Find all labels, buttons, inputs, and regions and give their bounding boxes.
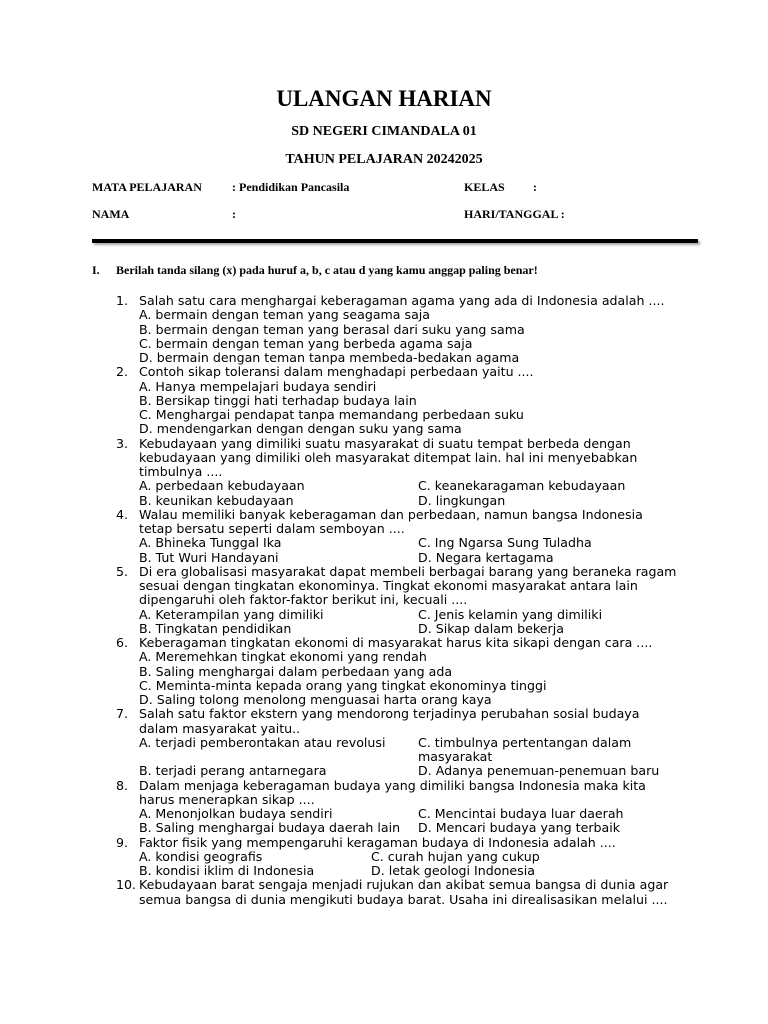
option-b: B. bermain dengan teman yang berasal dari suku yang sama: [139, 321, 525, 337]
question-number: 2.: [116, 364, 129, 380]
question-1: [0, 294, 768, 365]
option-d: D. Adanya penemuan-penemuan baru: [418, 763, 660, 779]
option-a: A. bermain dengan teman yang seagama saja: [139, 307, 431, 323]
option-b: B. keunikan kebudayaan: [139, 492, 294, 508]
question-text: Dalam menjaga keberagaman budaya yang dimiliki bangsa Indonesia maka kita harus menerapkan sikap ....: [139, 777, 646, 807]
question-text: Contoh sikap toleransi dalam menghadapi perbedaan yaitu ....: [139, 364, 534, 380]
option-d: D. Mencari budaya yang terbaik: [418, 820, 620, 836]
question-text: Kebudayaan yang dimiliki suatu masyarakat di suatu tempat berbeda dengan kebudayaan yang dimiliki oleh masyarakat ditempat lain. hal ini menyebabkan timbulnya ....: [139, 435, 638, 479]
option-d: D. mendengarkan dengan dengan suku yang sama: [139, 421, 462, 437]
subject-label: MATA PELAJARAN: [92, 180, 202, 194]
question-text: Kebudayaan barat sengaja menjadi rujukan dan akibat semua bangsa di dunia agar semua bangsa di dunia mengikuti budaya barat. Usaha ini direalisasikan melalui ....: [139, 877, 669, 907]
class-colon: :: [533, 180, 537, 194]
question-text: Di era globalisasi masyarakat dapat membeli berbagai barang yang beraneka ragam sesuai dengan tingkatan ekonominya. Tingkat ekonomi masyarakat antara lain dipengaruhi oleh faktor-faktor berikut ini, kecuali ....: [139, 563, 677, 608]
question-number: 9.: [116, 834, 129, 850]
option-c: C. curah hujan yang cukup: [371, 848, 540, 864]
option-b: B. kondisi iklim di Indonesia: [139, 863, 315, 878]
option-a: A. Meremehkan tingkat ekonomi yang rendah: [139, 649, 427, 665]
option-d: D. Saling tolong menolong menguasai harta orang kaya: [139, 692, 492, 707]
option-c: C. Ing Ngarsa Sung Tuladha: [418, 535, 592, 551]
question-text: Faktor fisik yang mempengaruhi keragaman budaya di Indonesia adalah ....: [139, 834, 616, 850]
question-number: 1.: [116, 293, 129, 308]
subject-value: : Pendidikan Pancasila: [232, 180, 350, 194]
question-9: [0, 836, 768, 879]
section-number: I.: [92, 263, 100, 277]
question-text: Salah satu cara menghargai keberagaman agama yang ada di Indonesia adalah ....: [139, 293, 665, 308]
option-c: C. Meminta-minta kepada orang yang tingkat ekonominya tinggi: [139, 677, 547, 693]
option-d: D. letak geologi Indonesia: [371, 863, 535, 878]
question-text: Keberagaman tingkatan ekonomi di masyarakat harus kita sikapi dengan cara ....: [139, 635, 653, 650]
option-c: C. Mencintai budaya luar daerah: [418, 806, 624, 821]
question-number: 8.: [116, 777, 129, 793]
date-label: HARI/TANGGAL :: [464, 207, 565, 221]
question-number: 5.: [116, 563, 129, 579]
question-6: [0, 636, 768, 707]
header-divider: [92, 239, 698, 243]
option-c: C. Menghargai pendapat tanpa memandang perbedaan suku: [139, 407, 524, 422]
option-d: D. Sikap dalam bekerja: [418, 620, 564, 636]
option-a: A. kondisi geografis: [139, 848, 263, 864]
option-d: D. Negara kertagama: [418, 549, 554, 565]
academic-year: TAHUN PELAJARAN 20242025: [285, 152, 483, 167]
question-text: Salah satu faktor ekstern yang mendorong terjadinya perubahan sosial budaya dalam masyarakat yaitu..: [139, 706, 640, 736]
option-d: D. bermain dengan teman tanpa membeda-bedakan agama: [139, 350, 520, 365]
option-c: C. bermain dengan teman yang berbeda agama saja: [139, 335, 473, 351]
option-a: A. Menonjolkan budaya sendiri: [139, 806, 333, 821]
document-title: ULANGAN HARIAN: [276, 86, 492, 111]
question-list: [0, 294, 768, 907]
option-a: A. Bhineka Tunggal Ika: [139, 535, 282, 551]
question-number: 10.: [116, 877, 137, 893]
question-5: [0, 565, 768, 636]
option-a: A. Keterampilan yang dimiliki: [139, 606, 324, 622]
option-c: [418, 736, 678, 765]
option-b: B. Saling menghargai budaya daerah lain: [139, 820, 401, 836]
question-number: 3.: [116, 435, 129, 451]
question-text: Walau memiliki banyak keberagaman dan perbedaan, namun bangsa Indonesia tetap bersatu seperti dalam semboyan ....: [139, 506, 643, 536]
option-c: C. keanekaragaman kebudayaan: [418, 478, 626, 494]
question-7: [0, 707, 768, 778]
name-colon: :: [232, 207, 236, 221]
class-label: KELAS: [464, 180, 505, 194]
option-a: A. perbedaan kebudayaan: [139, 478, 305, 494]
option-c: C. Jenis kelamin yang dimiliki: [418, 606, 603, 622]
question-8: [0, 779, 768, 836]
option-b: B. Tingkatan pendidikan: [139, 620, 292, 636]
question-10: [0, 878, 768, 907]
question-3: [0, 437, 768, 508]
option-a: A. Hanya mempelajari budaya sendiri: [139, 378, 377, 394]
question-2: [0, 365, 768, 436]
name-label: NAMA: [92, 207, 130, 221]
option-b: B. Saling menghargai dalam perbedaan yang ada: [139, 663, 453, 679]
option-b: B. terjadi perang antarnegara: [139, 763, 327, 779]
option-b: B. Bersikap tinggi hati terhadap budaya lain: [139, 392, 417, 408]
option-a: A. terjadi pemberontakan atau revolusi: [139, 734, 386, 750]
option-c-text: C. timbulnya pertentangan dalam masyarakat: [418, 734, 632, 764]
school-name: SD NEGERI CIMANDALA 01: [291, 124, 477, 139]
question-number: 4.: [116, 506, 129, 522]
question-number: 6.: [116, 635, 129, 650]
option-d: D. lingkungan: [418, 492, 506, 508]
section-instruction: Berilah tanda silang (x) pada huruf a, b, c atau d yang kamu anggap paling benar!: [116, 263, 538, 277]
question-number: 7.: [116, 706, 129, 722]
question-4: [0, 508, 768, 565]
option-b: B. Tut Wuri Handayani: [139, 549, 279, 565]
